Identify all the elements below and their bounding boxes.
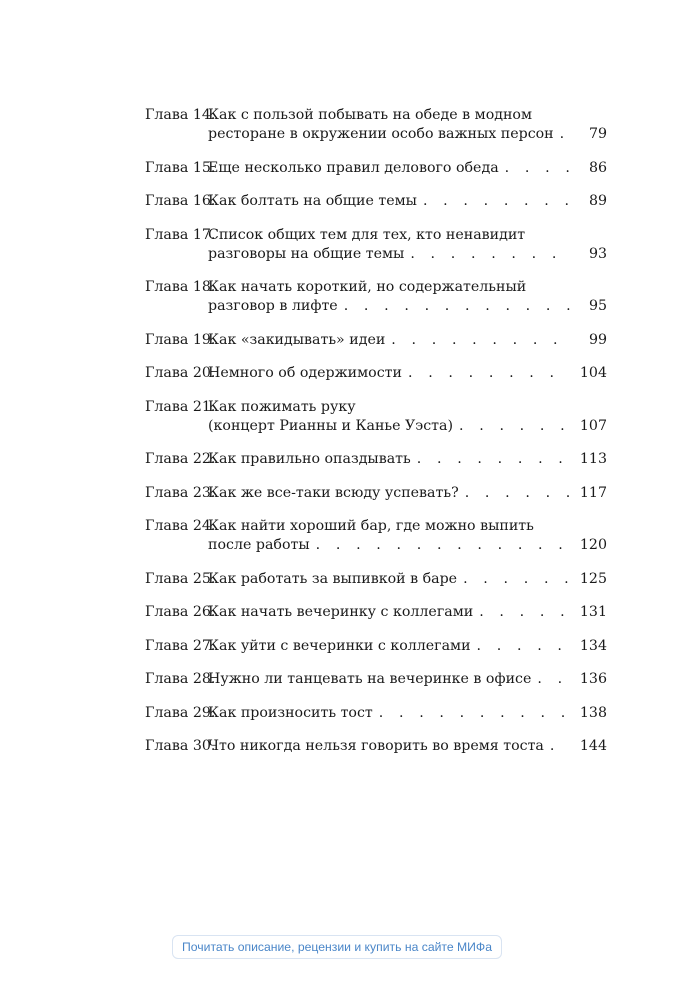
chapter-title-line bbox=[208, 364, 607, 383]
toc-entry[interactable] bbox=[145, 278, 607, 316]
chapter-title-block bbox=[208, 450, 607, 469]
toc-entry[interactable] bbox=[145, 450, 607, 469]
chapter-title-text: Как же все-таки всюду успевать? bbox=[208, 484, 459, 501]
toc-entry[interactable] bbox=[145, 159, 607, 178]
page-number: 93 bbox=[588, 245, 607, 262]
toc-entry[interactable] bbox=[145, 192, 607, 211]
chapter-title-text: Как с пользой побывать на обеде в модном bbox=[208, 107, 532, 123]
chapter-title-text: Нужно ли танцевать на вечеринке в офисе bbox=[208, 671, 532, 687]
chapter-title-line bbox=[208, 517, 607, 536]
chapter-title-text: Как найти хороший бар, где можно выпить bbox=[208, 518, 534, 534]
chapter-title-line bbox=[208, 398, 607, 417]
dot-leader bbox=[379, 704, 571, 723]
dot-leader bbox=[410, 245, 571, 264]
chapter-title-text: Как правильно опаздывать bbox=[208, 451, 411, 467]
chapter-title-text: (концерт Рианны и Канье Уэста) bbox=[208, 417, 454, 434]
page-number: 79 bbox=[588, 126, 607, 142]
page-number: 117 bbox=[579, 484, 607, 501]
chapter-title-line bbox=[208, 570, 607, 589]
chapter-number: Глава 21. bbox=[145, 398, 216, 415]
dot-leader bbox=[459, 417, 571, 436]
page-number: 144 bbox=[579, 738, 607, 754]
chapter-title-line bbox=[208, 278, 607, 297]
page-number: 131 bbox=[579, 604, 607, 620]
chapter-title-line bbox=[208, 417, 607, 436]
chapter-title-line bbox=[208, 536, 607, 555]
chapter-title-text: Как уйти с вечеринки с коллегами bbox=[208, 637, 471, 654]
chapter-title-line bbox=[208, 226, 607, 245]
chapter-title-block bbox=[208, 570, 607, 589]
chapter-title-text: Список общих тем для тех, кто ненавидит bbox=[208, 226, 526, 243]
page-number: 125 bbox=[579, 570, 607, 587]
chapter-title-text: Как пожимать руку bbox=[208, 398, 356, 415]
dot-leader bbox=[560, 125, 571, 144]
chapter-number: Глава 19. bbox=[145, 331, 216, 348]
chapter-title-line bbox=[208, 125, 607, 144]
chapter-number: Глава 30. bbox=[145, 738, 216, 754]
dot-leader bbox=[550, 737, 571, 756]
chapter-title-line bbox=[208, 245, 607, 264]
chapter-title-text: Как произносить тост bbox=[208, 704, 373, 721]
chapter-number: Глава 24. bbox=[145, 518, 216, 534]
page-number: 86 bbox=[588, 159, 607, 176]
chapter-title-block bbox=[208, 192, 607, 211]
chapter-title-text: Как работать за выпивкой в баре bbox=[208, 570, 458, 587]
chapter-title-block bbox=[208, 670, 607, 689]
toc-entry[interactable] bbox=[145, 637, 607, 656]
chapter-number: Глава 15. bbox=[145, 159, 216, 176]
chapter-title-block bbox=[208, 364, 607, 383]
chapter-title-block bbox=[208, 331, 607, 350]
toc-entry[interactable] bbox=[145, 517, 607, 555]
dot-leader bbox=[316, 536, 571, 555]
page-number: 120 bbox=[579, 537, 607, 553]
chapter-title-block bbox=[208, 484, 607, 503]
chapter-title-text: Как начать вечеринку с коллегами bbox=[208, 604, 474, 620]
chapter-title-text: после работы bbox=[208, 537, 310, 553]
page-number: 113 bbox=[579, 451, 607, 467]
page-number: 104 bbox=[579, 365, 607, 381]
chapter-title-line bbox=[208, 106, 607, 125]
chapter-title-line bbox=[208, 637, 607, 656]
page-number: 138 bbox=[579, 704, 607, 721]
chapter-title-line bbox=[208, 603, 607, 622]
toc-entry[interactable] bbox=[145, 737, 607, 756]
dot-leader bbox=[423, 192, 571, 211]
toc-entry[interactable] bbox=[145, 331, 607, 350]
toc-entry[interactable] bbox=[145, 364, 607, 383]
chapter-number: Глава 18. bbox=[145, 279, 216, 295]
chapter-title-line bbox=[208, 159, 607, 178]
chapter-title-text: Как «закидывать» идеи bbox=[208, 331, 386, 348]
page-number: 134 bbox=[579, 637, 607, 654]
chapter-title-block bbox=[208, 704, 607, 723]
chapter-title-line bbox=[208, 192, 607, 211]
page-number: 89 bbox=[588, 193, 607, 209]
chapter-title-line bbox=[208, 484, 607, 503]
chapter-number: Глава 17. bbox=[145, 226, 216, 243]
chapter-title-text: Что никогда нельзя говорить во время тоста bbox=[208, 738, 544, 754]
chapter-title-text: Немного об одержимости bbox=[208, 365, 402, 381]
chapter-number: Глава 28. bbox=[145, 671, 216, 687]
page-number: 136 bbox=[579, 671, 607, 687]
dot-leader bbox=[479, 603, 571, 622]
chapter-number: Глава 25. bbox=[145, 570, 216, 587]
table-of-contents bbox=[145, 106, 607, 771]
chapter-number: Глава 27. bbox=[145, 637, 216, 654]
dot-leader bbox=[537, 670, 571, 689]
buy-on-mif-link[interactable]: Почитать описание, рецензии и купить на сайте МИФа bbox=[172, 935, 502, 959]
toc-entry[interactable] bbox=[145, 106, 607, 144]
dot-leader bbox=[463, 570, 571, 589]
chapter-title-block bbox=[208, 398, 607, 436]
chapter-title-text: разговор в лифте bbox=[208, 298, 338, 314]
chapter-title-block bbox=[208, 106, 607, 144]
toc-entry[interactable] bbox=[145, 226, 607, 264]
toc-entry[interactable] bbox=[145, 704, 607, 723]
chapter-title-line bbox=[208, 297, 607, 316]
dot-leader bbox=[417, 450, 571, 469]
chapter-number: Глава 22. bbox=[145, 451, 216, 467]
chapter-title-block bbox=[208, 159, 607, 178]
chapter-title-block bbox=[208, 737, 607, 756]
chapter-title-line bbox=[208, 670, 607, 689]
chapter-number: Глава 14. bbox=[145, 107, 216, 123]
chapter-title-block bbox=[208, 226, 607, 264]
chapter-title-line bbox=[208, 704, 607, 723]
dot-leader bbox=[465, 484, 571, 503]
toc-entry[interactable] bbox=[145, 398, 607, 436]
chapter-title-text: разговоры на общие темы bbox=[208, 245, 405, 262]
chapter-title-block bbox=[208, 517, 607, 555]
chapter-title-line bbox=[208, 737, 607, 756]
chapter-title-text: Как болтать на общие темы bbox=[208, 193, 417, 209]
dot-leader bbox=[505, 159, 571, 178]
chapter-title-block bbox=[208, 603, 607, 622]
chapter-title-text: Как начать короткий, но содержательный bbox=[208, 279, 527, 295]
chapter-title-line bbox=[208, 450, 607, 469]
chapter-title-line bbox=[208, 331, 607, 350]
dot-leader bbox=[477, 637, 571, 656]
toc-entry[interactable] bbox=[145, 603, 607, 622]
page-number: 99 bbox=[588, 331, 607, 348]
page-number: 95 bbox=[588, 298, 607, 314]
toc-entry[interactable] bbox=[145, 570, 607, 589]
chapter-number: Глава 26. bbox=[145, 604, 216, 620]
toc-entry[interactable] bbox=[145, 484, 607, 503]
chapter-number: Глава 29. bbox=[145, 704, 216, 721]
chapter-number: Глава 23. bbox=[145, 484, 216, 501]
chapter-number: Глава 16. bbox=[145, 193, 216, 209]
dot-leader bbox=[391, 331, 571, 350]
chapter-title-text: ресторане в окружении особо важных персон bbox=[208, 126, 554, 142]
dot-leader bbox=[344, 297, 571, 316]
chapter-title-block bbox=[208, 637, 607, 656]
page-number: 107 bbox=[579, 417, 607, 434]
dot-leader bbox=[408, 364, 571, 383]
chapter-title-text: Еще несколько правил делового обеда bbox=[208, 159, 499, 176]
toc-entry[interactable] bbox=[145, 670, 607, 689]
chapter-title-block bbox=[208, 278, 607, 316]
chapter-number: Глава 20. bbox=[145, 365, 216, 381]
